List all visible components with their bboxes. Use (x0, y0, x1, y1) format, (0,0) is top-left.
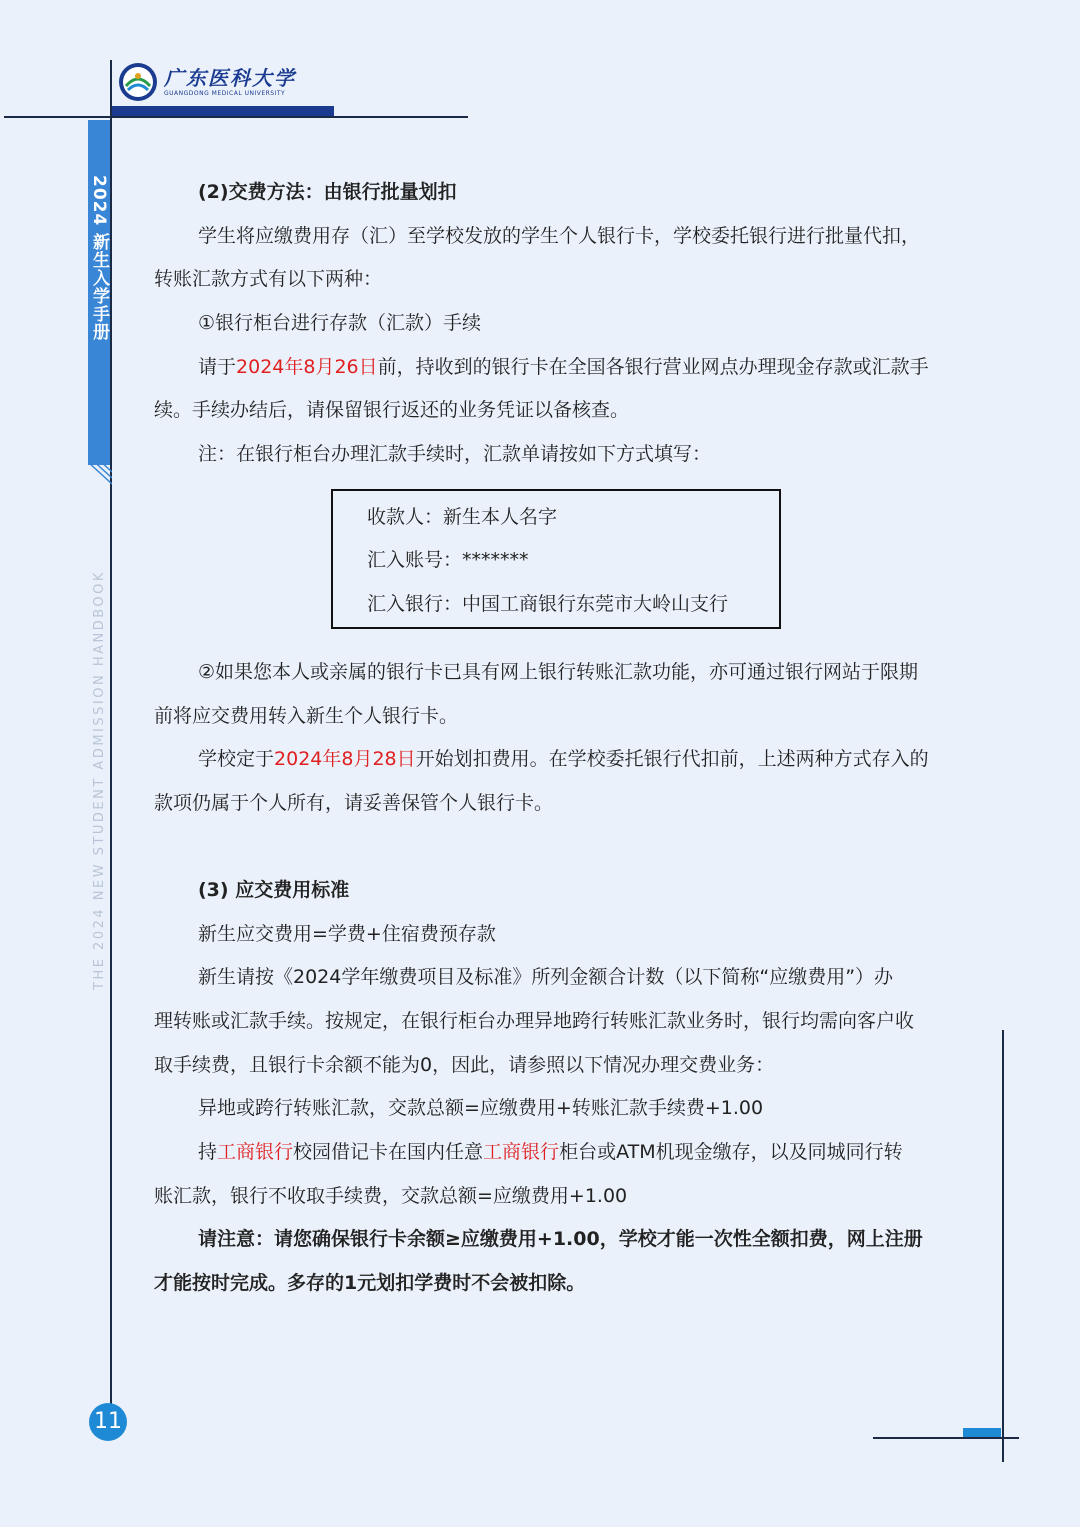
icbc-highlight: 工商银行 (483, 1141, 560, 1163)
university-logo (118, 60, 296, 104)
remittance-note: 注：在银行柜台办理汇款手续时，汇款单请按如下方式填写： (198, 443, 712, 465)
case-icbc-line2: 账汇款，银行不收取手续费，交款总额=应缴费用+1.00 (154, 1185, 628, 1207)
university-emblem-icon (118, 62, 158, 102)
case-interbank: 异地或跨行转账汇款，交款总额=应缴费用+转账汇款手续费+1.00 (198, 1097, 764, 1119)
method1-deadline-line: 请于2024年8月26日前，持收到的银行卡在全国各银行营业网点办理现金存款或汇款手 (198, 356, 929, 378)
logo-english-name: GUANGDONG MEDICAL UNIVERSITY (164, 90, 286, 97)
left-frame-line (110, 60, 112, 1410)
bottom-accent-bar (963, 1428, 1001, 1437)
notice-line1: 请注意：请您确保银行卡余额≥应缴费用+1.00，学校才能一次性全额扣费，网上注册 (198, 1228, 923, 1250)
section3-heading: (3) 应交费用标准 (198, 879, 350, 901)
fee-formula: 新生应交费用=学费+住宿费预存款 (198, 923, 496, 945)
right-frame-line (1002, 1030, 1004, 1462)
deduction-start-date: 2024年8月28日 (274, 748, 416, 770)
section3-paragraph-line: 新生请按《2024学年缴费项目及标准》所列金额合计数（以下简称“应缴费用”）办 (198, 966, 894, 988)
method1-title: ①银行柜台进行存款（汇款）手续 (198, 312, 482, 334)
bottom-frame-line (873, 1437, 1019, 1439)
method1-line2: 续。手续办结后，请保留银行返还的业务凭证以备核查。 (154, 399, 630, 421)
sidebar-handbook-text: THE 2024 NEW STUDENT ADMISSION HANDBOOK (92, 570, 107, 990)
method2-line2: 前将应交费用转入新生个人银行卡。 (154, 705, 459, 727)
section3-paragraph-line: 取手续费，且银行卡余额不能为0，因此，请参照以下情况办理交费业务： (154, 1054, 775, 1076)
deduction-date-line: 学校定于2024年8月28日开始划扣费用。在学校委托银行代扣前，上述两种方式存入的 (198, 748, 929, 770)
account-row: 汇入账号：******* (367, 549, 529, 571)
payee-row: 收款人：新生本人名字 (367, 506, 558, 528)
remittance-info-box (331, 489, 781, 629)
notice-line2: 才能按时完成。多存的1元划扣学费时不会被扣除。 (154, 1272, 586, 1294)
deposit-deadline-date: 2024年8月26日 (236, 356, 378, 378)
page-number: 11 (89, 1403, 127, 1441)
sidebar-title: 2024 新生入学手册 (89, 175, 109, 342)
section2-paragraph-line: 学生将应缴费用存（汇）至学校发放的学生个人银行卡，学校委托银行进行批量代扣， (198, 225, 921, 247)
bank-row: 汇入银行：中国工商银行东莞市大岭山支行 (367, 593, 729, 615)
section2-paragraph-line: 转账汇款方式有以下两种： (154, 268, 383, 290)
section2-heading: (2)交费方法：由银行批量划扣 (198, 181, 457, 203)
deduction-line2: 款项仍属于个人所有，请妥善保管个人银行卡。 (154, 792, 554, 814)
method2-line1: ②如果您本人或亲属的银行卡已具有网上银行转账汇款功能，亦可通过银行网站于限期 (198, 661, 919, 683)
sidebar-stripes (88, 450, 112, 490)
icbc-highlight: 工商银行 (217, 1141, 294, 1163)
section3-paragraph-line: 理转账或汇款手续。按规定，在银行柜台办理异地跨行转账汇款业务时，银行均需向客户收 (154, 1010, 915, 1032)
top-frame-line (4, 116, 468, 118)
case-icbc-line1: 持工商银行校园借记卡在国内任意工商银行柜台或ATM机现金缴存，以及同城同行转 (198, 1141, 903, 1163)
logo-chinese-name: 广东医科大学 (164, 66, 296, 90)
top-accent-bar (112, 106, 334, 116)
